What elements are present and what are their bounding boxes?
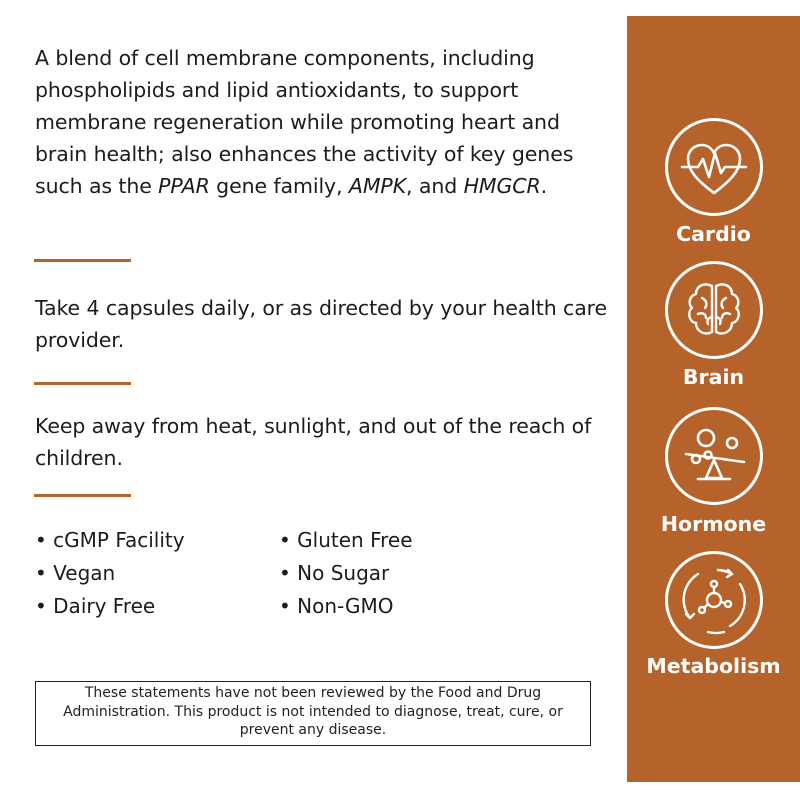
metabolism-cycle-icon — [668, 554, 760, 646]
product-description: A blend of cell membrane components, including phospholipids and lipid antioxidants, to support membrane regeneration while promoting heart and brain health; also enhances the activity of key genes such as the PPAR gene family, AMPK, and HMGCR. — [35, 46, 574, 198]
gene-ampk: AMPK — [348, 174, 407, 198]
fda-disclaimer: These statements have not been reviewed by the Food and Drug Administration. This product is not intended to diagnose, treat, cure, or prevent any disease. — [35, 681, 591, 746]
list-item: • cGMP Facility — [35, 524, 185, 557]
list-item: • Non-GMO — [279, 590, 413, 623]
brain-label: Brain — [682, 365, 745, 389]
hormone-label: Hormone — [660, 512, 767, 536]
gene-ppar: PPAR — [158, 174, 210, 198]
cardio-label: Cardio — [676, 222, 751, 246]
brain-badge — [665, 261, 763, 359]
storage-text: Keep away from heat, sunlight, and out of the reach of children. — [35, 414, 592, 470]
feature-list-right — [279, 524, 413, 623]
list-item: • No Sugar — [279, 557, 413, 590]
hormone-badge — [665, 407, 763, 505]
cardio-badge — [665, 118, 763, 216]
metabolism-badge — [665, 551, 763, 649]
feature-list-left — [35, 524, 185, 623]
divider — [34, 382, 131, 385]
list-item: • Vegan — [35, 557, 185, 590]
gene-hmgcr: HMGCR — [463, 174, 541, 198]
divider — [34, 494, 131, 497]
divider — [34, 259, 131, 262]
directions-text: Take 4 capsules daily, or as directed by your health care provider. — [35, 296, 608, 352]
balance-icon — [668, 410, 760, 502]
benefits-panel — [627, 16, 800, 782]
metabolism-label: Metabolism — [646, 654, 781, 678]
list-item: • Gluten Free — [279, 524, 413, 557]
heart-pulse-icon — [668, 121, 760, 213]
brain-icon — [668, 264, 760, 356]
list-item: • Dairy Free — [35, 590, 185, 623]
